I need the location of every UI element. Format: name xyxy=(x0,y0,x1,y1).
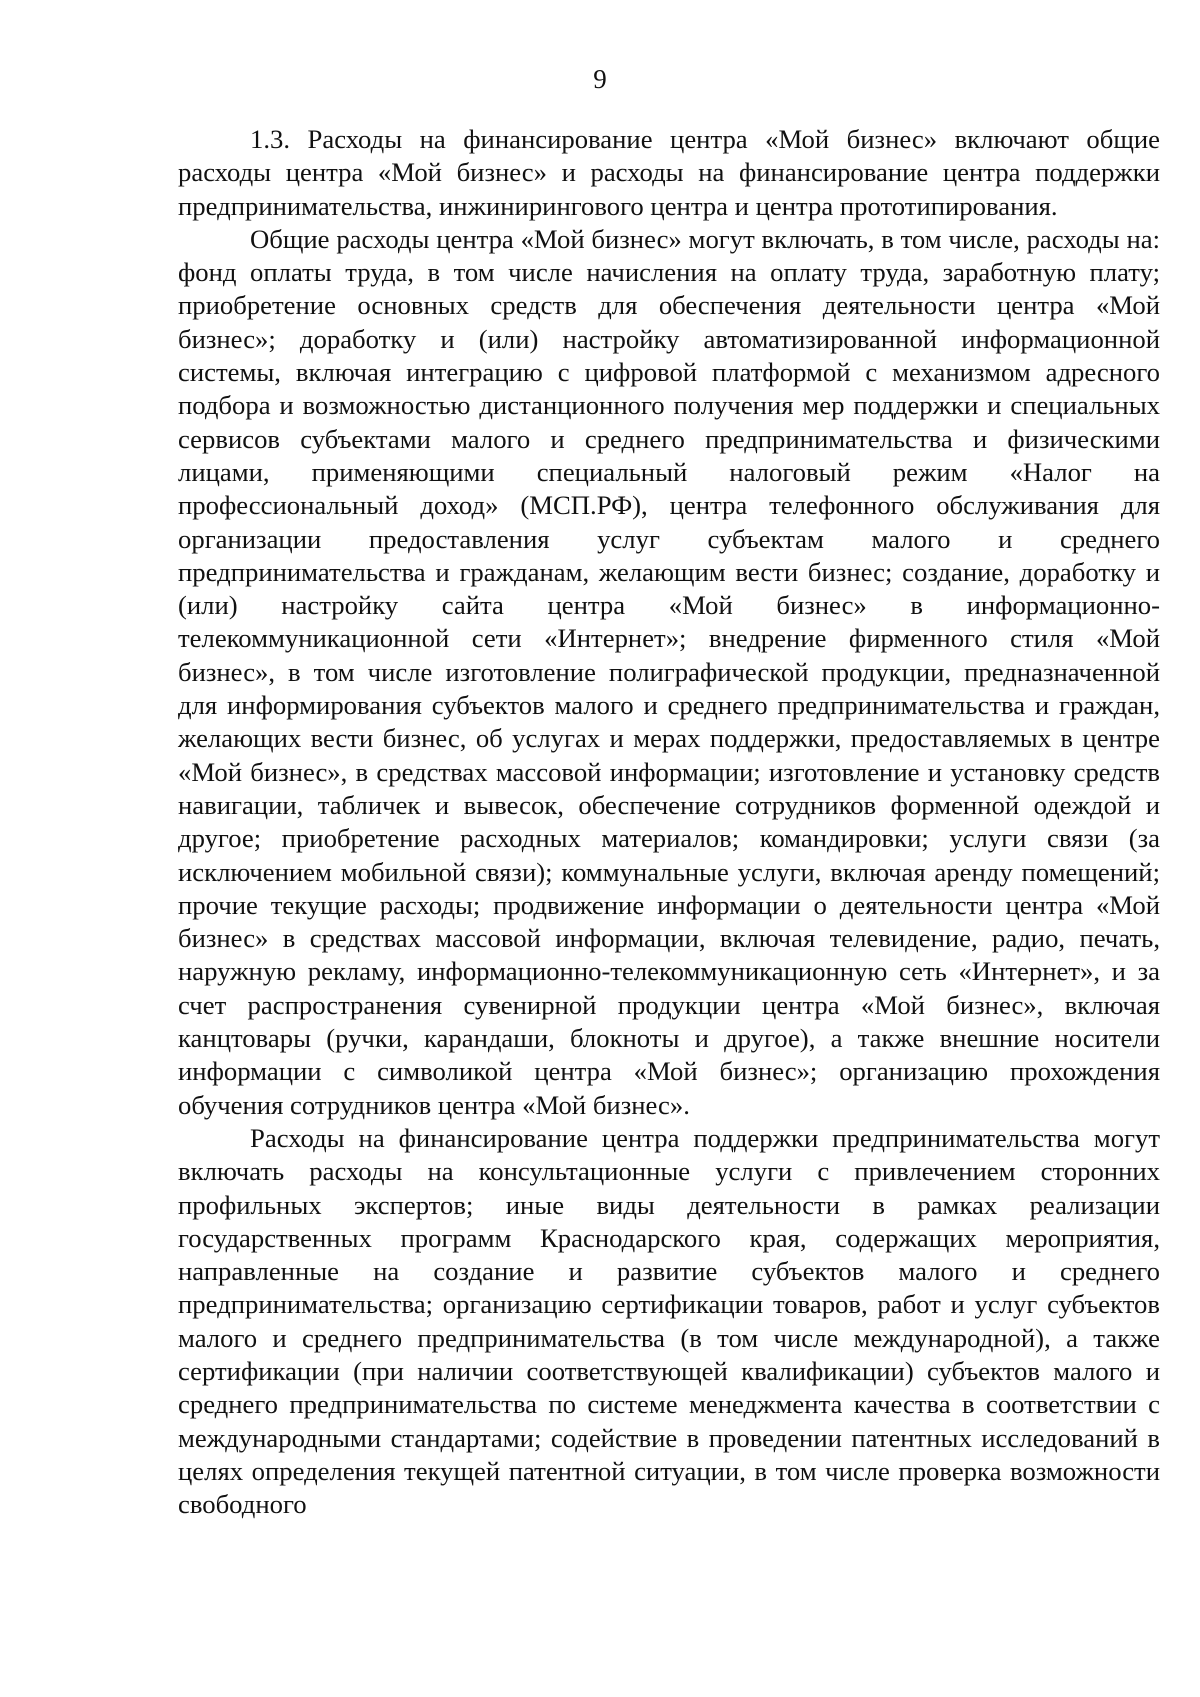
page-number: 9 xyxy=(593,64,607,94)
paragraph-1-3-expenses: 1.3. Расходы на финансирование центра «Мой бизнес» включают общие расходы центра «Мой бизнес» и расходы на финансирование центра поддержки предпринимательства, инжинирингового центра и центра прототипирования. xyxy=(178,124,1160,221)
paragraph-general-expenses: Общие расходы центра «Мой бизнес» могут включать, в том числе, расходы на: фонд оплаты труда, в том числе начисления на оплату труда, заработную плату; приобретение основных средств для обеспечения деятельности центра «Мой бизнес»; доработку и (или) настройку автоматизированной информационной системы, включая интеграцию с цифровой платформой с механизмом адресного подбора и возможностью дистанционного получения мер поддержки и специальных сервисов субъектами малого и среднего предпринимательства и физическими лицами, применяющими специальный налоговый режим «Налог на профессиональный доход» (МСП.РФ), центра телефонного обслуживания для организации предоставления услуг субъектам малого и среднего предпринимательства и гражданам, желающим вести бизнес; создание, доработку и (или) настройку сайта центра «Мой бизнес» в информационно-телекоммуникационной сети «Интернет»; внедрение фирменного стиля «Мой бизнес», в том числе изготовление полиграфической продукции, предназначенной для информирования субъектов малого и среднего предпринимательства и граждан, желающих вести бизнес, об услугах и мерах поддержки, предоставляемых в центре «Мой бизнес», в средствах массовой информации; изготовление и установку средств навигации, табличек и вывесок, обеспечение сотрудников форменной одеждой и другое; приобретение расходных материалов; командировки; услуги связи (за исключением мобильной связи); коммунальные услуги, включая аренду помещений; прочие текущие расходы; продвижение информации о деятельности центра «Мой бизнес» в средствах массовой информации, включая телевидение, радио, печать, наружную рекламу, информационно-телекоммуникационную сеть «Интернет», и за счет распространения сувенирной продукции центра «Мой бизнес», включая канцтовары (ручки, карандаши, блокноты и другое), а также внешние носители информации с символикой центра «Мой бизнес»; организацию прохождения обучения сотрудников центра «Мой бизнес». xyxy=(178,223,1160,1120)
document-body xyxy=(178,123,1160,1521)
paragraph-support-center-expenses: Расходы на финансирование центра поддержки предпринимательства могут включать расходы на консультационные услуги с привлечением сторонних профильных экспертов; иные виды деятельности в рамках реализации государственных программ Краснодарского края, содержащих мероприятия, направленные на создание и развитие субъектов малого и среднего предпринимательства; организацию сертификации товаров, работ и услуг субъектов малого и среднего предпринимательства (в том числе международной), а также сертификации (при наличии соответствующей квалификации) субъектов малого и среднего предпринимательства по системе менеджмента качества в соответствии с международными стандартами; содействие в проведении патентных исследований в целях определения текущей патентной ситуации, в том числе проверка возможности свободного xyxy=(178,1122,1160,1520)
